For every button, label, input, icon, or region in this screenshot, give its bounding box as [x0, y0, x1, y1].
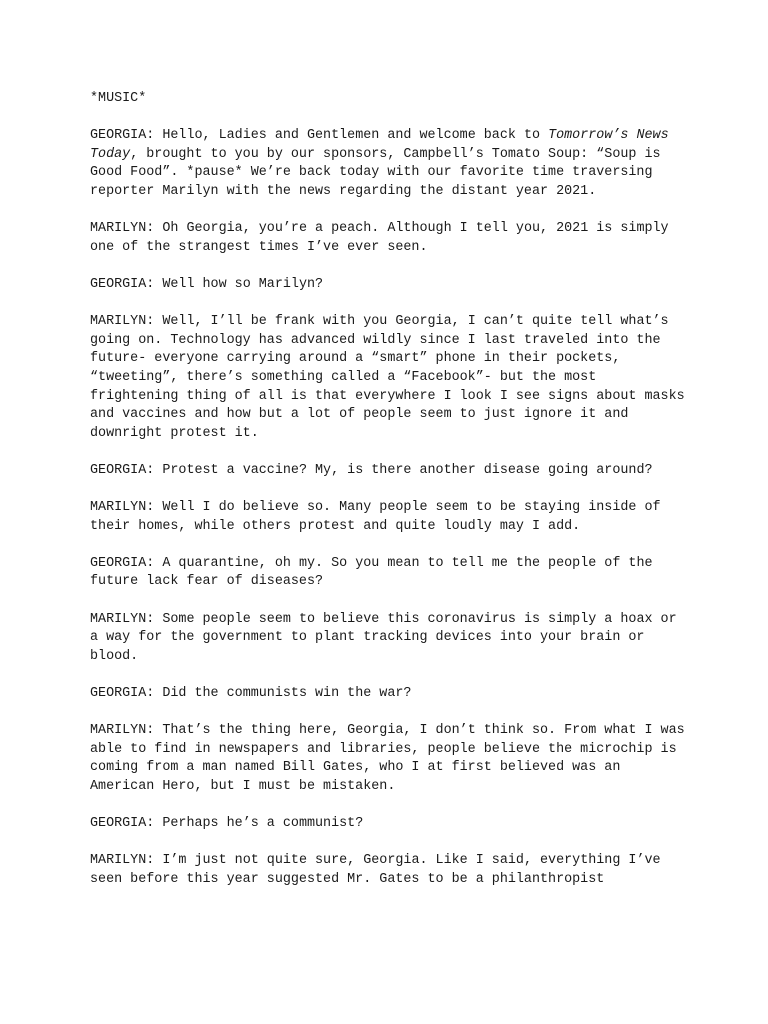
dialogue-line [90, 555, 690, 592]
dialogue-line [90, 815, 690, 834]
speaker-label: MARILYN: [90, 723, 155, 739]
dialogue-text: A quarantine, oh my. So you mean to tell me the people of the future lack fear of diseases? [90, 555, 661, 590]
dialogue-text: Did the communists win the war? [162, 686, 412, 701]
dialogue-georgia-intro [90, 127, 690, 201]
dialogue-line [90, 220, 690, 257]
speaker-label: GEORGIA: [90, 816, 155, 832]
dialogue-line [90, 499, 690, 536]
dialogue-text: Well how so Marilyn? [162, 276, 324, 292]
speaker-label: MARILYN: [90, 853, 155, 869]
speaker-label: MARILYN: [90, 611, 155, 627]
dialogue-text: Well, I’ll be frank with you Georgia, I can’t quite tell what’s going on. Technology has advanced wildly since I last traveled into the future- everyone carrying around a “smart” phone in their pockets, “tweeting”, there’s something called a “Facebook”- but the most frightening thing of all is that everywhere I look I see signs about masks and vaccines and how but a lot of people seem to just ignore it and downright protest it. [90, 314, 693, 441]
dialogue-line [90, 313, 693, 443]
dialogue-text: Perhaps he’s a communist? [162, 816, 364, 832]
speaker-label: MARILYN: [90, 500, 155, 516]
dialogue-line [90, 722, 693, 796]
dialogue-line [90, 462, 690, 481]
speaker-label: GEORGIA: [90, 128, 155, 144]
speaker-label: GEORGIA: [90, 462, 155, 478]
dialogue-text: Some people seem to believe this coronavirus is simply a hoax or a way for the government to plant tracking devices into your brain or blood. [90, 611, 685, 664]
speaker-label: GEORGIA: [90, 276, 155, 292]
speaker-label: GEORGIA: [90, 555, 155, 571]
speaker-label: MARILYN: [90, 314, 155, 330]
dialogue-text: Well I do believe so. Many people seem to be staying inside of their homes, while others protest and quite loudly may I add. [90, 500, 669, 534]
dialogue-text: I’m just not quite sure, Georgia. Like I said, everything I’ve seen before this year suggested Mr. Gates to be a philanthropist [90, 853, 669, 887]
dialogue-line [90, 685, 690, 704]
script-body [90, 90, 693, 908]
dialogue-text: Hello, Ladies and Gentlemen and welcome back to [162, 128, 541, 144]
dialogue-line [90, 276, 690, 295]
dialogue-text: That’s the thing here, Georgia, I don’t think so. From what I was able to find in newspapers and libraries, people believe the microchip is coming from a man named Bill Gates, who I at first believed was an American Hero, but I must be mistaken. [90, 723, 693, 794]
dialogue-text: Oh Georgia, you’re a peach. Although I tell you, 2021 is simply one of the strangest times I’ve ever seen. [90, 221, 677, 255]
dialogue-line [90, 611, 690, 667]
speaker-label: MARILYN: [90, 221, 155, 237]
dialogue-line [90, 852, 690, 889]
show-title: Tomorrow’s News Today [90, 128, 677, 162]
music-cue: *MUSIC* [90, 91, 147, 106]
dialogue-text: , brought to you by our sponsors, Campbell’s Tomato Soup: “Soup is Good Food”. *pause* We’re back today with our favorite time traversing reporter Marilyn with the news regarding the distant year 2021. [90, 146, 669, 199]
dialogue-text: Protest a vaccine? My, is there another disease going around? [162, 462, 653, 478]
speaker-label: GEORGIA: [90, 686, 155, 701]
